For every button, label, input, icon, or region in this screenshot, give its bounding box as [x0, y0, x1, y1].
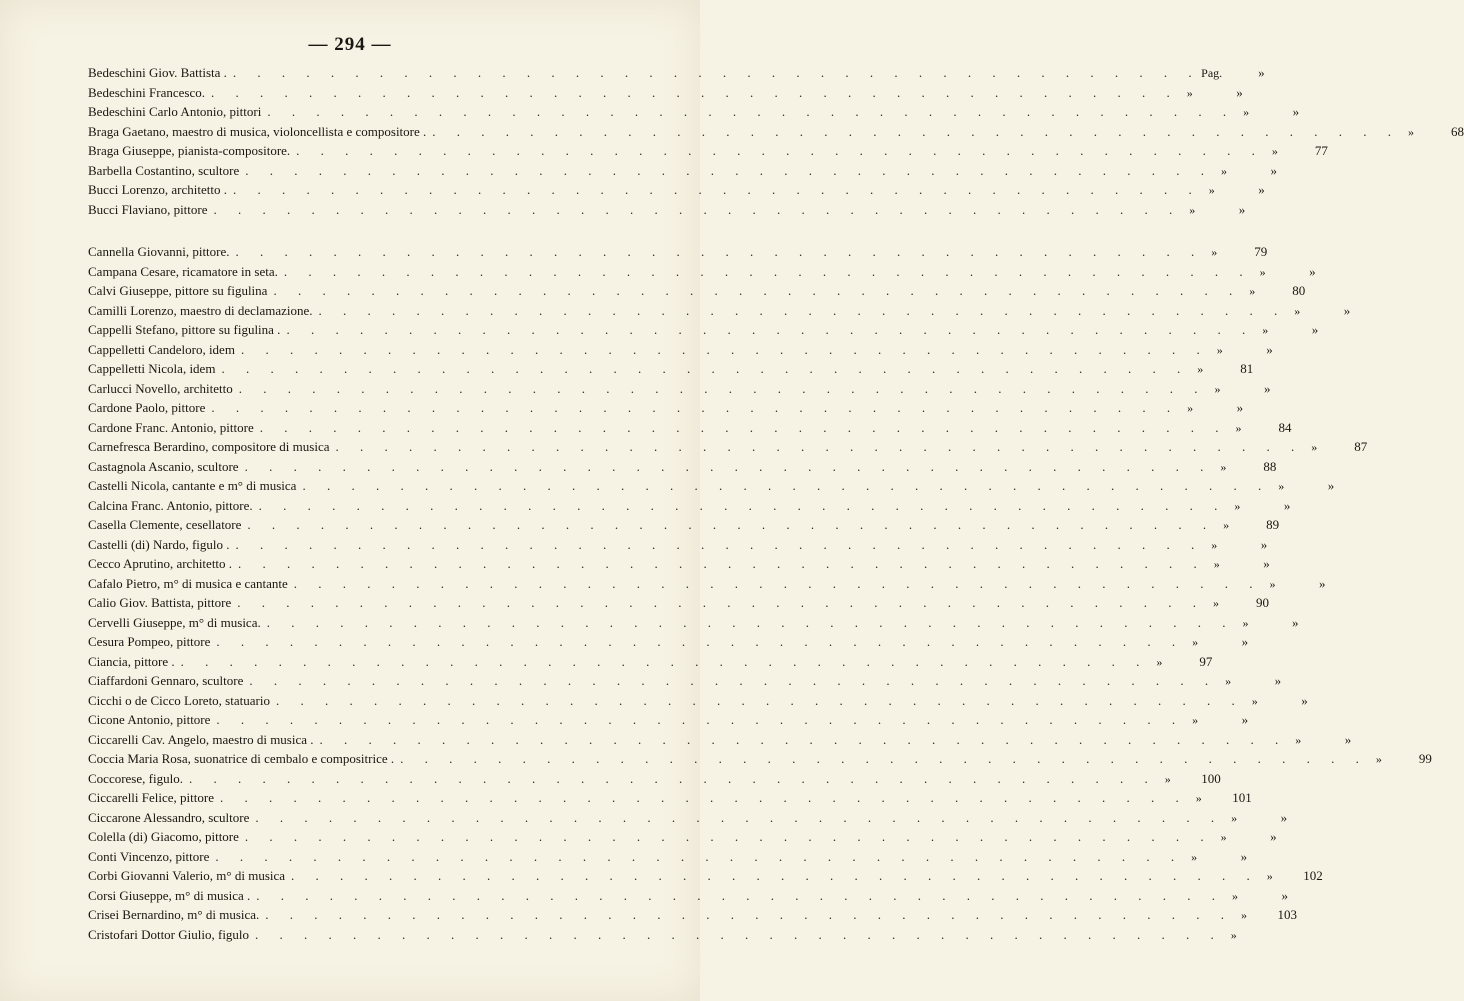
entry-name: Calio Giov. Battista, pittore: [88, 595, 232, 610]
dot-leader: . . . . . . . . . . . . . . . . . . . . . . . . . . . . . . . . . . . . . . . .: [237, 595, 1205, 610]
entry-ditto: »: [1242, 615, 1249, 630]
index-entry: [88, 341, 1273, 362]
index-entry: [88, 478, 1335, 498]
entry-page: »: [1309, 263, 1316, 279]
dot-leader: . . . . . . . . . . . . . . . . . . . . . . . . . . . . . . . . . . . . . . . .: [432, 123, 1401, 139]
dot-leader: . . . . . . . . . . . . . . . . . . . . . . . . . . . . . . . . . . . . . . . .: [265, 907, 1234, 922]
index-entry: [88, 517, 1280, 537]
entry-ditto: »: [1213, 557, 1220, 571]
entry-name: Cristofari Dottor Giulio, figulo: [88, 926, 250, 942]
entry-name: Cannella Giovanni, pittore.: [88, 244, 230, 259]
entry-ditto: »: [1295, 732, 1302, 747]
index-entry: [88, 104, 1300, 124]
dot-leader: . . . . . . . . . . . . . . . . . . . . . . . . . . . . . . . . . . . . . . . .: [286, 322, 1255, 337]
entry-ditto: »: [1192, 713, 1199, 727]
dot-leader: . . . . . . . . . . . . . . . . . . . . . . . . . . . . . . . . . . . . . . . .: [245, 162, 1214, 178]
index-entry: [88, 673, 1282, 693]
entry-name: Castelli (di) Nardo, figulo .: [88, 536, 230, 552]
entry-ditto: »: [1164, 771, 1171, 786]
entry-name: Castagnola Ascanio, scultore: [88, 458, 239, 474]
entry-ditto: »: [1375, 752, 1382, 766]
entry-page: »: [1327, 478, 1335, 493]
entry-page: »: [1291, 614, 1299, 630]
entry-ditto: »: [1225, 674, 1232, 688]
dot-leader: . . . . . . . . . . . . . . . . . . . . . . . . . . . . . . . . . . . . . . . .: [235, 244, 1204, 259]
entry-ditto: »: [1208, 183, 1215, 197]
entry-page: »: [1240, 848, 1248, 864]
dot-leader: . . . . . . . . . . . . . . . . . . . . . . . . . . . . . . . . . . . . . . . .: [188, 770, 1157, 786]
entry-page: 101: [1232, 790, 1252, 805]
dot-leader: . . . . . . . . . . . . . . . . . . . . . . . . . . . . . . . . . . . . . . . .: [258, 497, 1227, 513]
entry-page: »: [1270, 162, 1278, 178]
entry-page: 81: [1240, 361, 1254, 376]
entry-page: 68: [1451, 123, 1464, 139]
entry-page: »: [1238, 201, 1246, 217]
index-entry: [88, 770, 1221, 791]
entry-page: »: [1241, 634, 1249, 649]
entry-ditto: »: [1271, 144, 1278, 158]
index-entry: [88, 419, 1292, 440]
entry-name: Cardone Paolo, pittore: [88, 400, 206, 415]
entry-name: Bucci Lorenzo, architetto .: [88, 182, 227, 197]
dot-leader: . . . . . . . . . . . . . . . . . . . . . . . . . . . . . . . . . . . . . . . .: [293, 575, 1262, 591]
entry-name: Braga Gaetano, maestro di musica, violoncellista e compositore .: [88, 123, 427, 139]
entry-ditto: »: [1232, 888, 1239, 903]
entry-ditto: »: [1234, 498, 1241, 513]
dot-leader: . . . . . . . . . . . . . . . . . . . . . . . . . . . . . . . . . . . . . . . .: [302, 478, 1271, 493]
dot-leader: . . . . . . . . . . . . . . . . . . . . . . . . . . . . . . . . . . . . . . . .: [180, 653, 1149, 669]
index-entry: [88, 868, 1323, 888]
entry-page: »: [1241, 712, 1249, 727]
index-entry: [88, 848, 1248, 869]
entry-ditto: »: [1212, 596, 1219, 610]
entry-ditto: »: [1186, 85, 1193, 100]
index-entry: [88, 361, 1254, 381]
dot-leader: . . . . . . . . . . . . . . . . . . . . . . . . . . . . . . . . . . . . . . . .: [335, 439, 1304, 454]
index-entry: [88, 595, 1269, 615]
index-entry: [88, 653, 1213, 674]
entry-page: 79: [1254, 244, 1268, 259]
entry-name: Bedeschini Francesco.: [88, 84, 205, 100]
entry-page: »: [1258, 182, 1265, 197]
dot-leader: . . . . . . . . . . . . . . . . . . . . . . . . . . . . . . . . . . . . . . . .: [291, 868, 1259, 883]
entry-ditto: »: [1235, 420, 1242, 435]
index-entry: [88, 380, 1271, 401]
index-entry: [88, 907, 1298, 927]
dot-leader: . . . . . . . . . . . . . . . . . . . . . . . . . . . . . . . . . . . . . . . .: [255, 926, 1223, 942]
dot-leader: . . . . . . . . . . . . . . . . . . . . . . . . . . . . . . . . . . . . . . . .: [255, 809, 1224, 825]
index-entry: [88, 926, 1237, 947]
index-entry: [88, 400, 1244, 420]
dot-leader: . . . . . . . . . . . . . . . . . . . . . . . . . . . . . . . . . . . . . . . .: [296, 143, 1264, 158]
dot-leader: . . . . . . . . . . . . . . . . . . . . . . . . . . . . . . . . . . . . . . . .: [232, 65, 1201, 80]
index-block-c: [88, 244, 1432, 946]
entry-page: »: [1274, 673, 1282, 688]
entry-name: Carnefresca Berardino, compositore di musica: [88, 439, 330, 454]
dot-leader: . . . . . . . . . . . . . . . . . . . . . . . . . . . . . . . . . . . . . . . .: [210, 84, 1179, 100]
index-entry: [88, 497, 1291, 518]
entry-ditto: »: [1195, 791, 1202, 805]
entry-name: Corbi Giovanni Valerio, m° di musica: [88, 868, 286, 883]
index-entry: [88, 263, 1316, 284]
page-number: — 294 —: [308, 34, 392, 55]
entry-name: Ciccarelli Felice, pittore: [88, 790, 214, 805]
entry-ditto: »: [1197, 362, 1204, 376]
dot-leader: . . . . . . . . . . . . . . . . . . . . . . . . . . . . . . . . . . . . . . . .: [215, 848, 1184, 864]
entry-name: Bucci Flaviano, pittore: [88, 201, 208, 217]
dot-leader: . . . . . . . . . . . . . . . . . . . . . . . . . . . . . . . . . . . . . . . .: [266, 614, 1235, 630]
entry-ditto: »: [1192, 635, 1199, 649]
dot-leader: . . . . . . . . . . . . . . . . . . . . . . . . . . . . . . . . . . . . . . . .: [273, 283, 1242, 298]
entry-ditto: »: [1311, 440, 1318, 454]
dot-leader: . . . . . . . . . . . . . . . . . . . . . . . . . . . . . . . . . . . . . . . .: [249, 673, 1218, 688]
entry-page: »: [1236, 84, 1243, 100]
index-entry: [88, 143, 1328, 163]
entry-ditto: »: [1187, 401, 1194, 415]
entry-ditto: »: [1251, 693, 1258, 708]
dot-leader: . . . . . . . . . . . . . . . . . . . . . . . . . . . . . . . . . . . . . . . .: [283, 263, 1252, 279]
entry-name: Casella Clemente, cesellatore: [88, 517, 242, 532]
dot-leader: . . . . . . . . . . . . . . . . . . . . . . . . . . . . . . . . . . . . . . . .: [216, 634, 1185, 649]
index-entry: [88, 182, 1265, 202]
entry-name: Bedeschini Giov. Battista .: [88, 65, 227, 80]
entry-page: 90: [1255, 595, 1269, 610]
index-entry: [88, 887, 1289, 908]
entry-page: »: [1264, 380, 1271, 396]
dot-leader: . . . . . . . . . . . . . . . . . . . . . . . . . . . . . . . . . . . . . . . .: [213, 201, 1182, 217]
entry-ditto: »: [1220, 830, 1227, 844]
index-entry: [88, 65, 1265, 85]
entry-page: »: [1301, 692, 1308, 708]
entry-page: »: [1280, 809, 1288, 825]
entry-name: Cappelletti Candeloro, idem: [88, 341, 235, 357]
dot-leader: . . . . . . . . . . . . . . . . . . . . . . . . . . . . . . . . . . . . . . . .: [240, 341, 1209, 357]
dot-leader: . . . . . . . . . . . . . . . . . . . . . . . . . . . . . . . . . . . . . . . .: [247, 517, 1216, 532]
entry-ditto: »: [1216, 342, 1223, 357]
index-entry: [88, 556, 1270, 576]
dot-leader: . . . . . . . . . . . . . . . . . . . . . . . . . . . . . . . . . . . . . . . .: [256, 887, 1225, 903]
entry-name: Cafalo Pietro, m° di musica e cantante: [88, 575, 288, 591]
index-entry: [88, 201, 1246, 222]
index-entry: [88, 634, 1249, 654]
entry-name: Barbella Costantino, scultore: [88, 162, 240, 178]
entry-name: Cappelletti Nicola, idem: [88, 361, 216, 376]
dot-leader: . . . . . . . . . . . . . . . . . . . . . . . . . . . . . . . . . . . . . . . .: [221, 361, 1190, 376]
entry-page: »: [1343, 302, 1351, 318]
entry-name: Braga Giuseppe, pianista-compositore.: [88, 143, 291, 158]
entry-ditto: »: [1230, 927, 1237, 942]
entry-page: 89: [1266, 517, 1280, 532]
entry-name: Corsi Giuseppe, m° di musica .: [88, 887, 251, 903]
entry-name: Crisei Bernardino, m° di musica.: [88, 907, 260, 922]
index-entry: [88, 283, 1306, 303]
entry-page: »: [1283, 497, 1291, 513]
dot-leader: . . . . . . . . . . . . . . . . . . . . . . . . . . . . . . . . . . . . . . . .: [318, 302, 1287, 318]
entry-page: 99: [1418, 751, 1432, 766]
entry-page: 100: [1201, 770, 1221, 786]
dot-leader: . . . . . . . . . . . . . . . . . . . . . . . . . . . . . . . . . . . . . . . .: [244, 458, 1213, 474]
index-entry: [88, 302, 1351, 323]
entry-page: »: [1344, 731, 1352, 747]
entry-name: Camilli Lorenzo, maestro di declamazione.: [88, 302, 313, 318]
entry-page: 103: [1277, 907, 1298, 922]
dot-leader: . . . . . . . . . . . . . . . . . . . . . . . . . . . . . . . . . . . . . . . .: [319, 731, 1288, 747]
entry-name: Cicone Antonio, pittore: [88, 712, 211, 727]
entry-name: Castelli Nicola, cantante e m° di musica: [88, 478, 297, 493]
entry-name: Carlucci Novello, architetto: [88, 380, 233, 396]
entry-name: Coccia Maria Rosa, suonatrice di cembalo e compositrice .: [88, 751, 395, 766]
entry-name: Cesura Pompeo, pittore: [88, 634, 211, 649]
dot-leader: . . . . . . . . . . . . . . . . . . . . . . . . . . . . . . . . . . . . . . . .: [238, 556, 1206, 571]
entry-name: Cicchi o de Cicco Loreto, statuario: [88, 692, 270, 708]
entry-name: Colella (di) Giacomo, pittore: [88, 829, 239, 844]
entry-ditto: »: [1231, 810, 1238, 825]
dot-leader: . . . . . . . . . . . . . . . . . . . . . . . . . . . . . . . . . . . . . . . .: [219, 790, 1188, 805]
index-entry: [88, 162, 1278, 183]
entry-page: 97: [1199, 653, 1213, 669]
entry-name: Cardone Franc. Antonio, pittore: [88, 419, 254, 435]
entry-ditto: »: [1220, 459, 1227, 474]
entry-name: Ciccarone Alessandro, scultore: [88, 809, 250, 825]
entry-ditto: »: [1214, 381, 1221, 396]
entry-ditto: Pag.: [1201, 66, 1223, 80]
entry-ditto: »: [1191, 849, 1198, 864]
entry-ditto: »: [1278, 479, 1285, 493]
dot-leader: . . . . . . . . . . . . . . . . . . . . . . . . . . . . . . . . . . . . . . . .: [400, 751, 1368, 766]
entry-name: Cecco Aprutino, architetto .: [88, 556, 233, 571]
dot-leader: . . . . . . . . . . . . . . . . . . . . . . . . . . . . . . . . . . . . . . . .: [259, 419, 1228, 435]
index-entry: [88, 458, 1277, 479]
entry-name: Campana Cesare, ricamatore in seta.: [88, 263, 278, 279]
entry-page: »: [1270, 829, 1277, 844]
entry-page: »: [1292, 104, 1300, 119]
entry-ditto: »: [1269, 576, 1276, 591]
index-entry: [88, 751, 1432, 771]
entry-page: 80: [1292, 283, 1306, 298]
dot-leader: . . . . . . . . . . . . . . . . . . . . . . . . . . . . . . . . . . . . . . . .: [211, 400, 1180, 415]
index-entry: [88, 244, 1268, 264]
dot-leader: . . . . . . . . . . . . . . . . . . . . . . . . . . . . . . . . . . . . . . . .: [232, 182, 1201, 197]
entry-name: Cervelli Giuseppe, m° di musica.: [88, 614, 261, 630]
index-entry: [88, 731, 1352, 752]
dot-leader: . . . . . . . . . . . . . . . . . . . . . . . . . . . . . . . . . . . . . . . .: [267, 104, 1236, 119]
entry-ditto: »: [1211, 245, 1218, 259]
index-entry: [88, 575, 1326, 596]
entry-ditto: »: [1259, 264, 1266, 279]
index-entry: [88, 123, 1464, 144]
entry-page: 102: [1303, 868, 1323, 883]
entry-page: 77: [1314, 143, 1328, 158]
entry-name: Coccorese, figulo.: [88, 770, 183, 786]
entry-ditto: »: [1243, 105, 1250, 119]
entry-ditto: »: [1156, 654, 1163, 669]
entry-ditto: »: [1294, 303, 1301, 318]
entry-ditto: »: [1211, 537, 1218, 552]
entry-ditto: »: [1241, 908, 1248, 922]
entry-ditto: »: [1223, 518, 1230, 532]
entry-page: »: [1258, 65, 1265, 80]
entry-page: 87: [1354, 439, 1368, 454]
entry-name: Cappelli Stefano, pittore su figulina .: [88, 322, 281, 337]
index-entry: [88, 829, 1277, 849]
index-entry: [88, 809, 1288, 830]
entry-ditto: »: [1408, 124, 1415, 139]
entry-name: Ciaffardoni Gennaro, scultore: [88, 673, 244, 688]
entry-page: »: [1263, 556, 1270, 571]
index-entry: [88, 712, 1249, 732]
entry-name: Calcina Franc. Antonio, pittore.: [88, 497, 253, 513]
entry-ditto: »: [1262, 323, 1269, 337]
entry-page: »: [1236, 400, 1244, 415]
entry-ditto: »: [1266, 869, 1273, 883]
index-entry: [88, 692, 1308, 713]
index-entry: [88, 439, 1368, 459]
dot-leader: . . . . . . . . . . . . . . . . . . . . . . . . . . . . . . . . . . . . . . . .: [238, 380, 1207, 396]
entry-name: Calvi Giuseppe, pittore su figulina: [88, 283, 268, 298]
entry-name: Bedeschini Carlo Antonio, pittori: [88, 104, 262, 119]
dot-leader: . . . . . . . . . . . . . . . . . . . . . . . . . . . . . . . . . . . . . . . .: [216, 712, 1185, 727]
entry-page: 88: [1263, 458, 1277, 474]
entry-name: Ciancia, pittore .: [88, 653, 175, 669]
index-entry: [88, 790, 1252, 810]
entry-name: Ciccarelli Cav. Angelo, maestro di musica .: [88, 731, 314, 747]
entry-ditto: »: [1189, 202, 1196, 217]
index-entry: [88, 536, 1268, 557]
index-block-b: [88, 65, 1464, 221]
entry-page: »: [1260, 536, 1268, 552]
entry-name: Conti Vincenzo, pittore: [88, 848, 210, 864]
entry-page: »: [1311, 322, 1319, 337]
entry-ditto: »: [1249, 284, 1256, 298]
entry-ditto: »: [1221, 163, 1228, 178]
entry-page: 84: [1278, 419, 1292, 435]
entry-page: »: [1281, 887, 1289, 903]
index-entry: [88, 322, 1319, 342]
entry-page: »: [1266, 341, 1273, 357]
dot-leader: . . . . . . . . . . . . . . . . . . . . . . . . . . . . . . . . . . . . . . . .: [244, 829, 1213, 844]
dot-leader: . . . . . . . . . . . . . . . . . . . . . . . . . . . . . . . . . . . . . . . .: [275, 692, 1244, 708]
entry-page: »: [1319, 575, 1326, 591]
index-entry: [88, 614, 1299, 635]
dot-leader: . . . . . . . . . . . . . . . . . . . . . . . . . . . . . . . . . . . . . . . .: [235, 536, 1204, 552]
index-entry: [88, 84, 1243, 105]
